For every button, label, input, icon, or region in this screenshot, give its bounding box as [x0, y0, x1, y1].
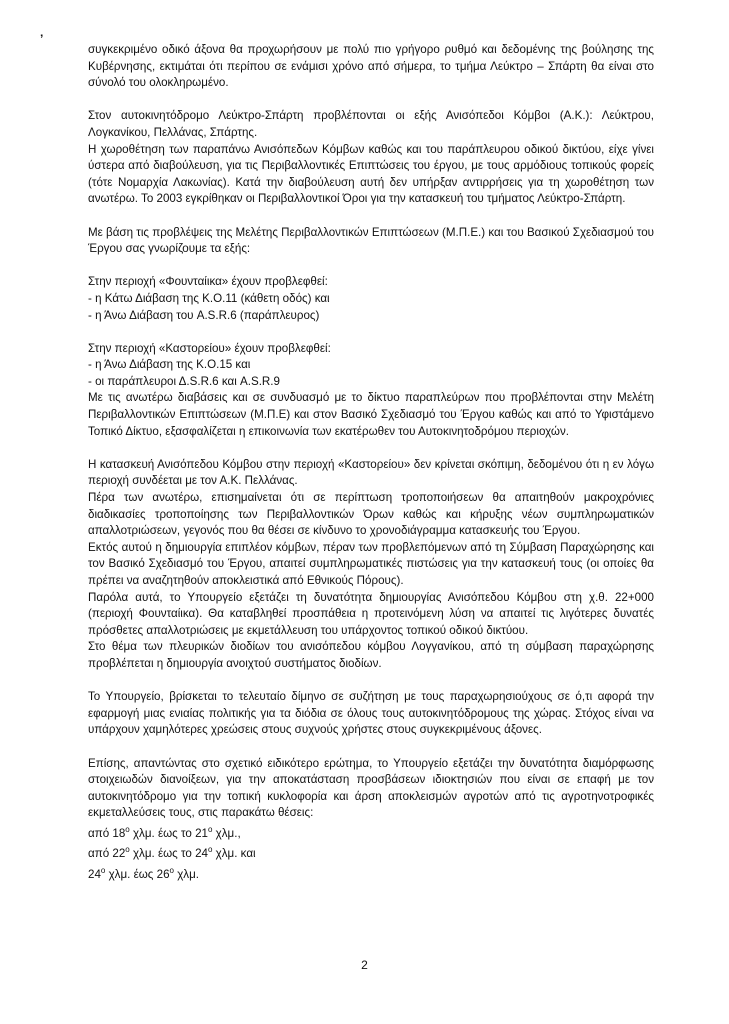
paragraph-gap [88, 673, 654, 690]
paragraph: Στον αυτοκινητόδρομο Λεύκτρο-Σπάρτη προβλέπονται οι εξής Ανισόπεδοι Κόμβοι (Α.Κ.): Λεύκτρου, Λογκανίκου, Πελλάνας, Σπάρτης. [88, 109, 654, 139]
paragraph: Η χωροθέτηση των παραπάνω Ανισόπεδων Κόμβων καθώς και του παράπλευρου οδικού δικτύου, είχε γίνει ύστερα από διαβούλευση, για τις Περιβαλλοντικές Επιπτώσεις του έργου, με τους αρμόδιους τοπικούς φορείς (τότε Νομαρχία Λακωνίας). Κατά την διαβούλευση αυτή δεν υπήρξαν αντιρρήσεις για τη χωροθέτηση των ανωτέρω. Το 2003 εγκρίθηκαν οι Περιβαλλοντικοί Όροι για την κατασκευή του τμήματος Λεύκτρο-Σπάρτη. [88, 142, 654, 206]
paragraph: - οι παράπλευροι Δ.S.R.6 και A.S.R.9 [88, 374, 280, 388]
paragraph: Πέρα των ανωτέρω, επισημαίνεται ότι σε περίπτωση τροποποιήσεων θα απαιτηθούν μακροχρόνιες διαδικασίες τροποποίησης των Περιβαλλοντικών Όρων καθώς και κήρυξης νέων συμπληρωματικών απαλλοτριώσεων, γεγονός που θα θέσει σε κίνδυνο το χρονοδιάγραμμα κατασκευής του Έργου. [88, 491, 654, 538]
paragraph: Η κατασκευή Ανισόπεδου Κόμβου στην περιοχή «Καστορείου» δεν κρίνεται σκόπιμη, δεδομένου ότι η εν λόγω περιοχή συνδέεται με τον Α.Κ. Πελλάνας. [88, 457, 654, 488]
paragraph: Στην περιοχή «Καστορείου» έχουν προβλεφθεί: [88, 341, 331, 355]
paragraph: $24^o$ χλμ. έως $26^o$ χλμ. [88, 865, 199, 881]
paragraph: Παρόλα αυτά, το Υπουργείο εξετάζει τη δυνατότητα δημιουργίας Ανισόπεδου Κόμβου στη χ.θ. 22+000 (περιοχή Φουνταίικα). Θα καταβληθεί προσπάθεια η προτεινόμενη λύση να απαιτεί τις λιγότερες δυνατές πρόσθετες απαλλοτριώσεις με εκμετάλλευση του υπάρχοντος τοπικού οδικού δικτύου. [88, 590, 654, 637]
paragraph: - η Άνω Διάβαση του A.S.R.6 (παράπλευρος) [88, 308, 320, 322]
page-number: 2 [361, 958, 368, 972]
paragraph-gap [88, 258, 654, 275]
paragraph: Στην περιοχή «Φουνταίικα» έχουν προβλεφθεί: [88, 275, 328, 289]
paragraph: από $22^o$ χλμ. έως το $24^o$ χλμ. και [88, 845, 256, 861]
paragraph: Στο θέμα των πλευρικών διοδίων του ανισόπεδου κόμβου Λογγανίκου, από τη σύμβαση παραχώρησης προβλέπεται η δημιουργία ανοιχτού συστήματος διοδίων. [88, 640, 654, 670]
paragraph: Με βάση τις προβλέψεις της Μελέτης Περιβαλλοντικών Επιπτώσεων (Μ.Π.Ε.) και του Βασικού Σχεδιασμού του Έργου σας γνωρίζουμε τα εξής: [88, 225, 654, 256]
paragraph: Με τις ανωτέρω διαβάσεις και σε συνδυασμό με το δίκτυο παραπλεύρων που προβλέπονται στην Μελέτη Περιβαλλοντικών Επιπτώσεων (Μ.Π.Ε) και στον Βασικό Σχεδιασμό του Έργου καθώς και από το Υφιστάμενο Τοπικό Δίκτυο, εξασφαλίζεται η επικοινωνία των εκατέρωθεν του Αυτοκινητοδρόμου περιοχών. [88, 391, 654, 438]
paragraph: - η Άνω Διάβαση της Κ.Ο.15 και [88, 358, 251, 372]
paragraph: Εκτός αυτού η δημιουργία επιπλέον κόμβων, πέραν των προβλεπόμενων από τη Σύμβαση Παραχώρησης και τον Βασικό Σχεδιασμό του Έργου, απαιτεί συμπληρωματικές πιστώσεις για την κατασκευή τους (οι οποίες θα πρέπει να αναζητηθούν αποκλειστικά από Εθνικούς Πόρους). [88, 540, 654, 587]
paragraph: Το Υπουργείο, βρίσκεται το τελευταίο δίμηνο σε συζήτηση με τους παραχωρησιούχους σε ό,τι αφορά την εφαρμογή μιας ενιαίας πολιτικής για τα διόδια σε όλους τους αυτοκινητόδρομους της χώρας. Στόχος είναι να υπάρχουν χαμηλότερες χρεώσεις στους συχνούς χρήστες στους συγκεκριμένους άξονες. [88, 690, 654, 737]
paragraph-gap [88, 739, 654, 756]
paragraph-gap [88, 324, 654, 341]
document-body [88, 42, 654, 883]
paragraph-gap [88, 208, 654, 225]
paragraph: - η Κάτω Διάβαση της Κ.Ο.11 (κάθετη οδός) και [88, 291, 330, 305]
paragraph-gap [88, 92, 654, 109]
paragraph: συγκεκριμένο οδικό άξονα θα προχωρήσουν με πολύ πιο γρήγορο ρυθμό και δεδομένης της βούλησης της Κυβέρνησης, εκτιμάται ότι περίπου σε ενάμισι χρόνο από σήμερα, το τμήμα Λεύκτρο – Σπάρτη θα είναι στο σύνολό του ολοκληρωμένο. [88, 43, 654, 90]
paragraph: Επίσης, απαντώντας στο σχετικό ειδικότερο ερώτημα, το Υπουργείο εξετάζει την δυνατότητα διαμόρφωσης στοιχειωδών διανοίξεων, για την αποκατάσταση προσβάσεων ιδιοκτησιών που είναι σε επαφή με τον αυτοκινητόδρομο για την τοπική κυκλοφορία και άρση αποκλεισμών αγροτών από τις αγροτηνοτροφικές εκμεταλλεύσεις τους, στις παρακάτω θέσεις: [88, 756, 654, 820]
scan-mark: ’ [40, 32, 44, 46]
paragraph-gap [88, 440, 654, 457]
paragraph: από $18^o$ χλμ. έως το $21^o$ χλμ., [88, 824, 241, 840]
